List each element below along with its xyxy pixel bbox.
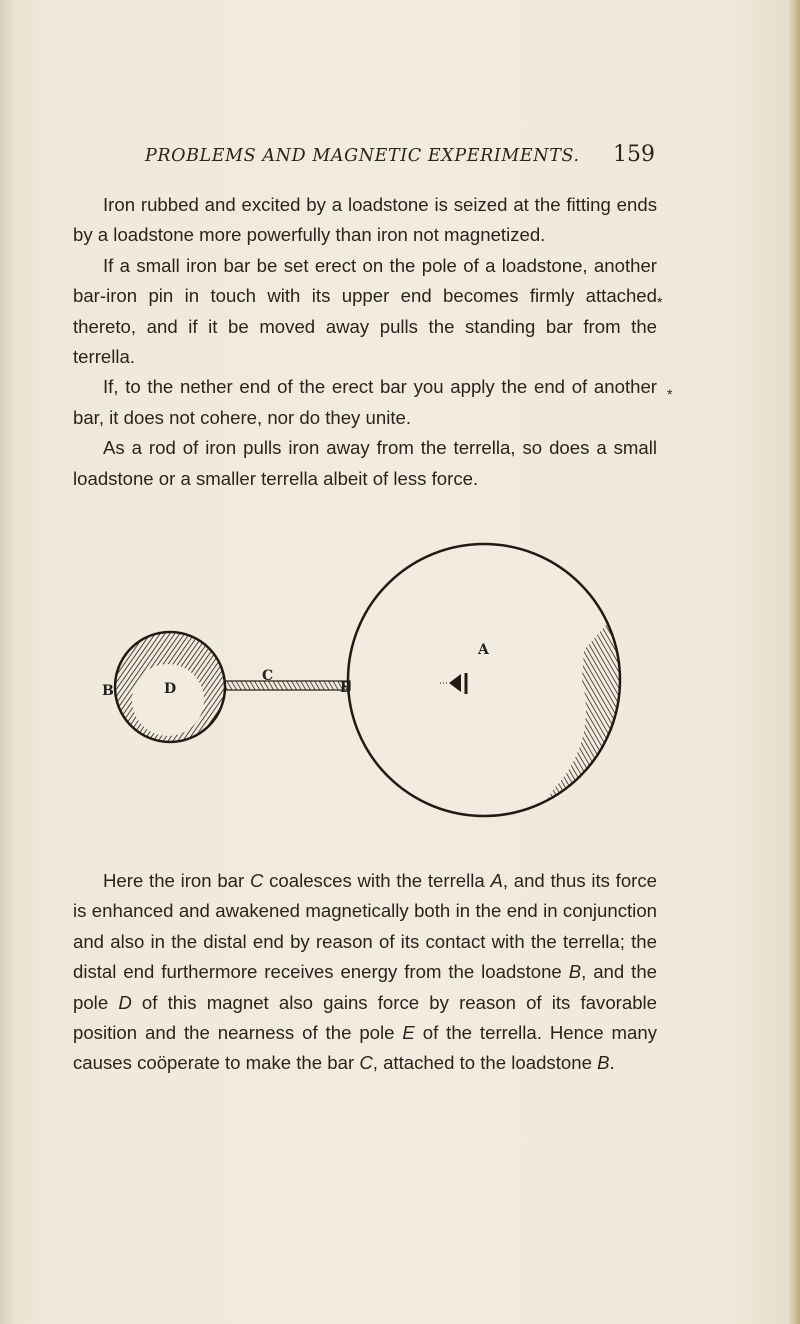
text-run: of this magnet also gains force by reason of its favorable position and the nearness of the pole: [73, 991, 658, 1044]
margin-asterisk-2: *: [667, 386, 673, 402]
label-d: D: [164, 681, 177, 697]
terrella-illustration: [102, 540, 628, 840]
iron-bar: [222, 681, 350, 690]
paragraph-4: As a rod of iron pulls iron away from the terrella, so does a small loadstone or a smaller terrella albeit of less force.: [73, 437, 657, 489]
italic-letter: B: [568, 961, 582, 983]
running-head-title: PROBLEMS AND MAGNETIC EXPERIMENTS.: [145, 146, 580, 166]
text-run: coalesces with the terrella: [263, 870, 491, 891]
paragraph-3: If, to the nether end of the erect bar you apply the end of another bar, it does not cohere, nor do they unite.: [73, 376, 657, 428]
text-run: , and thus its force is enhanced and awakened magnetically both in the end in conjunction and also in the distal end by reason of its contact with the terrella; the distal end furthermore receives energy from the loadstone: [73, 870, 658, 983]
page-edge: [788, 0, 800, 1324]
running-head: [145, 142, 655, 176]
label-e: E: [340, 680, 351, 696]
label-b: B: [102, 683, 114, 699]
paragraph-2: If a small iron bar be set erect on the pole of a loadstone, another bar-iron pin in touch with its upper end becomes firmly attached thereto, and if it be moved away pulls the standing bar from the terrella.: [73, 254, 657, 368]
label-c: C: [262, 668, 274, 684]
text-run: , and the pole: [73, 961, 657, 1013]
italic-letter: E: [402, 1022, 415, 1044]
page-gutter-shadow: [0, 0, 14, 1324]
text-run: , attached to the loadstone: [372, 1052, 598, 1074]
text-block-top: [73, 190, 657, 494]
italic-letter: D: [118, 991, 132, 1013]
terrella-sphere: [348, 544, 628, 840]
italic-letter: C: [359, 1052, 373, 1074]
text-run: Here the iron bar: [103, 870, 250, 891]
terrella-figure: [102, 540, 628, 840]
text-run: .: [609, 1052, 615, 1074]
italic-letter: A: [490, 870, 503, 891]
text-block-bottom: [73, 866, 657, 1079]
margin-asterisk-1: *: [657, 294, 663, 310]
page-number: 159: [613, 142, 655, 167]
italic-letter: B: [597, 1052, 610, 1074]
paragraph-1: Iron rubbed and excited by a loadstone is seized at the fitting ends by a loadstone more powerfully than iron not magnetized.: [73, 194, 657, 246]
italic-letter: C: [249, 870, 264, 891]
text-run: of the terrella. Hence many causes coöperate to make the bar: [73, 1022, 657, 1074]
label-a: A: [478, 642, 489, 658]
paragraph-5: [73, 866, 657, 1079]
